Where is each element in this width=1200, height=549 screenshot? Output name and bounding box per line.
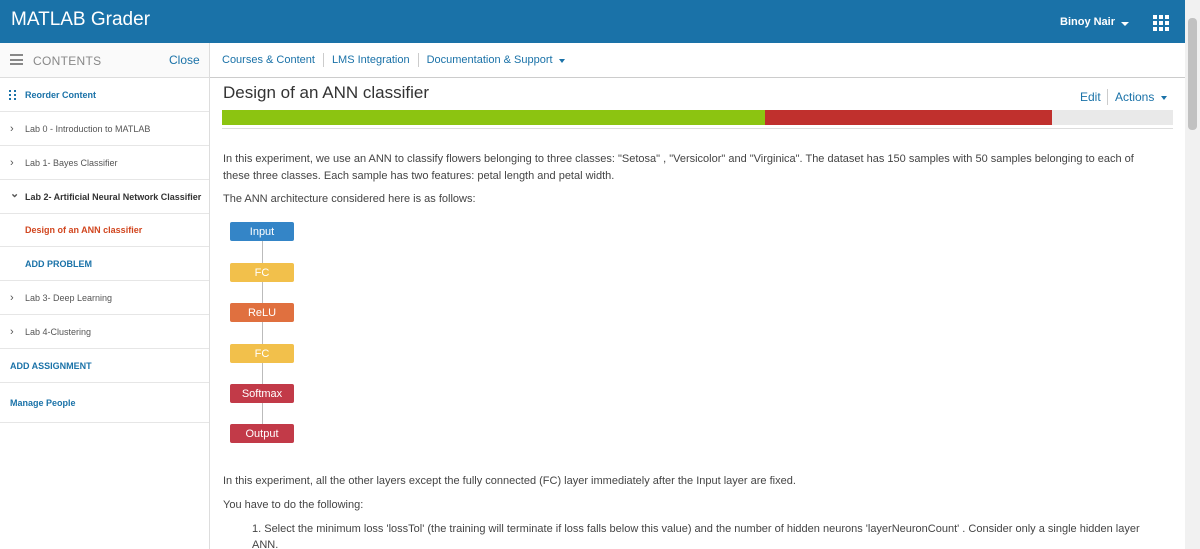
- layer-fc: FC: [230, 344, 294, 363]
- todo-item: 1. Select the minimum loss 'lossTol' (the training will terminate if loss falls below this value) and the number of hidden neurons 'layerNeuronCount' . Consider only a single hidden layer ANN.: [252, 523, 1140, 549]
- sidebar-header: [0, 43, 209, 78]
- nav-label: LMS Integration: [331, 54, 410, 66]
- reorder-content-label: Reorder Content: [25, 89, 97, 100]
- divider: [222, 128, 1173, 129]
- nav-documentation-support[interactable]: [419, 54, 573, 66]
- layer-fc: FC: [230, 263, 294, 282]
- nav-label: Documentation & Support: [426, 54, 553, 66]
- nav-courses-content[interactable]: [210, 54, 323, 66]
- diagram-connector: [262, 362, 263, 385]
- sidebar-item-lab-4[interactable]: [0, 315, 209, 349]
- chevron-down-icon: ⌄: [10, 188, 20, 200]
- caret-down-icon: [1121, 22, 1129, 26]
- add-assignment-label: ADD ASSIGNMENT: [10, 360, 92, 371]
- todo-intro: You have to do the following:: [223, 499, 364, 511]
- diagram-connector: [262, 282, 263, 304]
- caret-down-icon: [1161, 96, 1167, 100]
- sidebar-item-lab-1[interactable]: [0, 146, 209, 180]
- nav-lms-integration[interactable]: [324, 54, 418, 66]
- scrollbar[interactable]: [1185, 0, 1200, 549]
- layer-softmax: Softmax: [230, 384, 294, 403]
- fixed-layers-note: In this experiment, all the other layers except the fully connected (FC) layer immediately after the Input layer are fixed.: [223, 475, 796, 487]
- actions-divider: [1107, 89, 1108, 105]
- close-sidebar-link[interactable]: Close: [169, 53, 200, 67]
- sidebar-item-lab-0[interactable]: [0, 112, 209, 146]
- chevron-right-icon: ›: [10, 156, 14, 169]
- add-problem-button[interactable]: [0, 247, 209, 281]
- layer-output: Output: [230, 424, 294, 443]
- sidebar-item-label: Lab 2- Artificial Neural Network Classifier: [25, 191, 202, 202]
- layer-relu: ReLU: [230, 303, 294, 322]
- intro-paragraph: In this experiment, we use an ANN to classify flowers belonging to three classes: "Setosa" , "Versicolor" and "Virginica". The dataset has 150 samples with 50 samples belonging to each of these three classes. Each sample has two features: petal length and petal width.: [223, 153, 1134, 182]
- sidebar-item-label: Lab 1- Bayes Classifier: [25, 157, 118, 168]
- diagram-connector: [262, 403, 263, 425]
- nav-label: Courses & Content: [222, 54, 315, 66]
- top-bar: [0, 0, 1200, 43]
- app-title[interactable]: MATLAB Grader: [11, 9, 151, 30]
- page-title: Design of an ANN classifier: [223, 83, 429, 102]
- sidebar-item-label: Lab 3- Deep Learning: [25, 292, 113, 303]
- architecture-intro: The ANN architecture considered here is as follows:: [223, 193, 476, 205]
- progress-bar: [222, 110, 1173, 125]
- edit-link[interactable]: Edit: [1080, 90, 1101, 104]
- sidebar-item-lab-3[interactable]: [0, 281, 209, 315]
- sidebar-item-active-problem[interactable]: [0, 214, 209, 247]
- sidebar-item-label: Design of an ANN classifier: [25, 225, 143, 235]
- caret-down-icon: [559, 59, 565, 63]
- user-name: Binoy Nair: [1060, 16, 1116, 28]
- diagram-connector: [262, 241, 263, 264]
- diagram-connector: [262, 322, 263, 344]
- user-menu[interactable]: [1060, 16, 1129, 28]
- add-problem-label: ADD PROBLEM: [25, 258, 92, 269]
- apps-grid-icon[interactable]: [1153, 15, 1169, 31]
- chevron-right-icon: ›: [10, 325, 14, 338]
- manage-people-label: Manage People: [10, 397, 76, 408]
- layer-input: Input: [230, 222, 294, 241]
- actions-label: Actions: [1115, 90, 1155, 104]
- chevron-right-icon: ›: [10, 122, 14, 135]
- progress-pass-segment: [222, 110, 765, 125]
- hamburger-icon[interactable]: [10, 54, 23, 65]
- chevron-right-icon: ›: [10, 291, 14, 304]
- manage-people-link[interactable]: [0, 383, 209, 423]
- progress-fail-segment: [765, 110, 1052, 125]
- contents-label: CONTENTS: [33, 54, 102, 68]
- top-nav: [210, 43, 1185, 78]
- scroll-thumb[interactable]: [1188, 18, 1197, 130]
- sidebar: [0, 43, 210, 549]
- grip-icon: [9, 90, 17, 100]
- sidebar-item-lab-2[interactable]: [0, 180, 209, 214]
- reorder-content-link[interactable]: [0, 78, 209, 112]
- actions-menu[interactable]: [1115, 90, 1167, 104]
- sidebar-item-label: Lab 0 - Introduction to MATLAB: [25, 123, 151, 134]
- add-assignment-button[interactable]: [0, 349, 209, 383]
- sidebar-item-label: Lab 4-Clustering: [25, 326, 92, 337]
